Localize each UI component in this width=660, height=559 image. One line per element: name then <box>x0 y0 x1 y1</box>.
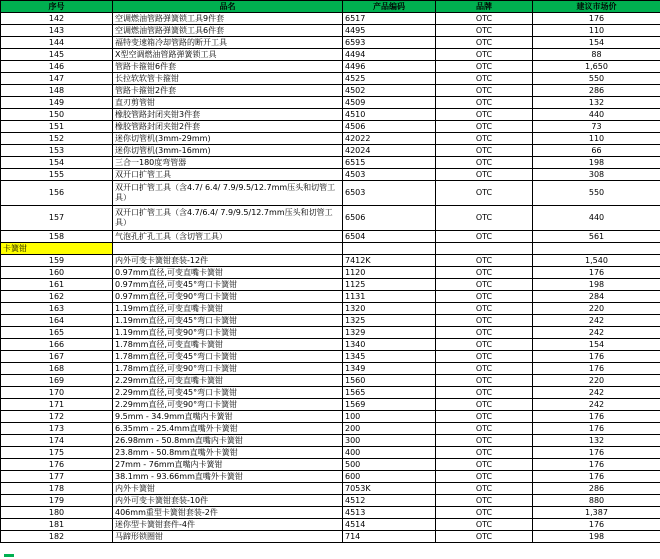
table-row <box>1 423 660 435</box>
cell-no[interactable]: 149 <box>1 97 113 109</box>
cell-no[interactable]: 144 <box>1 37 113 49</box>
header-name[interactable]: 品名 <box>113 1 343 13</box>
cell-brand[interactable]: OTC <box>436 435 533 447</box>
cell-no[interactable]: 163 <box>1 303 113 315</box>
cell-no[interactable]: 161 <box>1 279 113 291</box>
cell-brand[interactable]: OTC <box>436 279 533 291</box>
cell-no[interactable]: 165 <box>1 327 113 339</box>
cell-brand[interactable]: OTC <box>436 423 533 435</box>
cell-brand[interactable]: OTC <box>436 411 533 423</box>
cell-code[interactable]: 1565 <box>343 387 436 399</box>
header-no[interactable]: 序号 <box>1 1 113 13</box>
cell-brand[interactable]: OTC <box>436 387 533 399</box>
cell-name[interactable]: 1.78mm直径,可变90°弯口卡簧钳 <box>113 363 343 375</box>
cell-name[interactable]: 1.78mm直径,可变直嘴卡簧钳 <box>113 339 343 351</box>
rows-block-b <box>1 181 660 231</box>
cell-name[interactable]: 6.35mm - 25.4mm直嘴外卡簧钳 <box>113 423 343 435</box>
table-row <box>1 483 660 495</box>
cell-no[interactable]: 142 <box>1 13 113 25</box>
cell-brand[interactable]: OTC <box>436 169 533 181</box>
cell-name[interactable]: 2.29mm直径,可变直嘴卡簧钳 <box>113 375 343 387</box>
section-label[interactable]: 卡簧钳 <box>1 243 113 255</box>
cell-brand[interactable]: OTC <box>436 531 533 543</box>
cell-name[interactable]: 26.98mm - 50.8mm直嘴内卡簧钳 <box>113 435 343 447</box>
cell-code[interactable]: 1569 <box>343 399 436 411</box>
table-row <box>1 315 660 327</box>
cell-no[interactable]: 179 <box>1 495 113 507</box>
cell-name[interactable]: 406mm重型卡簧钳套装-2件 <box>113 507 343 519</box>
table-row <box>1 206 660 231</box>
cell-code[interactable]: 6593 <box>343 37 436 49</box>
cell-no[interactable]: 148 <box>1 85 113 97</box>
cell-code[interactable]: 300 <box>343 435 436 447</box>
table-row <box>1 435 660 447</box>
cell-name[interactable]: 1.78mm直径,可变45°弯口卡簧钳 <box>113 351 343 363</box>
table-row <box>1 97 660 109</box>
cell-brand[interactable]: OTC <box>436 471 533 483</box>
cell-price[interactable]: 176 <box>533 423 660 435</box>
cell-price[interactable]: 176 <box>533 447 660 459</box>
cell-code[interactable]: 1560 <box>343 375 436 387</box>
cell-name[interactable]: 管路卡箍钳2件套 <box>113 85 343 97</box>
cell-name[interactable]: 2.29mm直径,可变90°弯口卡簧钳 <box>113 399 343 411</box>
cell-name[interactable]: 内外可变卡簧钳套装-12件 <box>113 255 343 267</box>
cell-price[interactable]: 110 <box>533 133 660 145</box>
cell-price[interactable]: 88 <box>533 49 660 61</box>
cell-brand[interactable]: OTC <box>436 339 533 351</box>
table-row <box>1 399 660 411</box>
cell-no[interactable]: 177 <box>1 471 113 483</box>
cell-brand[interactable]: OTC <box>436 109 533 121</box>
rows-block-c <box>1 231 660 243</box>
cell-brand[interactable]: OTC <box>436 61 533 73</box>
table-row <box>1 459 660 471</box>
cell-no[interactable]: 152 <box>1 133 113 145</box>
cell-code[interactable]: 100 <box>343 411 436 423</box>
cell-brand[interactable]: OTC <box>436 315 533 327</box>
cell-code[interactable]: 6503 <box>343 181 436 206</box>
cell-code[interactable]: 1329 <box>343 327 436 339</box>
cell-name[interactable]: 福特变速箱冷却管路的断开工具 <box>113 37 343 49</box>
cell-brand[interactable]: OTC <box>436 25 533 37</box>
table-row <box>1 61 660 73</box>
cell-no[interactable]: 174 <box>1 435 113 447</box>
cell-brand[interactable]: OTC <box>436 37 533 49</box>
cell-name[interactable]: 9.5mm - 34.9mm直嘴内卡簧钳 <box>113 411 343 423</box>
table-row <box>1 49 660 61</box>
cell-price[interactable]: 176 <box>533 459 660 471</box>
cell-price[interactable]: 176 <box>533 267 660 279</box>
cell-code[interactable]: 42022 <box>343 133 436 145</box>
cell-code[interactable]: 4509 <box>343 97 436 109</box>
cell-brand[interactable]: OTC <box>436 255 533 267</box>
cell-price[interactable]: 561 <box>533 231 660 243</box>
section-empty-cell[interactable] <box>436 243 533 255</box>
cell-brand[interactable]: OTC <box>436 399 533 411</box>
cell-price[interactable]: 880 <box>533 495 660 507</box>
sheet-edge-marker <box>4 554 14 557</box>
table-row <box>1 375 660 387</box>
cell-price[interactable]: 176 <box>533 471 660 483</box>
cell-price[interactable]: 176 <box>533 411 660 423</box>
cell-name[interactable]: 双开口扩管工具（含4.7/ 6.4/ 7.9/9.5/12.7mm压头和切管工具） <box>113 181 343 206</box>
cell-no[interactable]: 162 <box>1 291 113 303</box>
cell-code[interactable]: 200 <box>343 423 436 435</box>
table-row <box>1 169 660 181</box>
cell-brand[interactable]: OTC <box>436 133 533 145</box>
table-row <box>1 519 660 531</box>
cell-name[interactable]: 迷你切管机(3mm-29mm) <box>113 133 343 145</box>
cell-no[interactable]: 151 <box>1 121 113 133</box>
cell-brand[interactable]: OTC <box>436 121 533 133</box>
cell-price[interactable]: 198 <box>533 157 660 169</box>
cell-price[interactable]: 440 <box>533 206 660 231</box>
cell-price[interactable]: 154 <box>533 339 660 351</box>
cell-name[interactable]: 管路卡箍钳6件套 <box>113 61 343 73</box>
cell-name[interactable]: X型空调燃油管路弹簧锁工具 <box>113 49 343 61</box>
cell-code[interactable]: 6515 <box>343 157 436 169</box>
cell-price[interactable]: 1,650 <box>533 61 660 73</box>
cell-brand[interactable]: OTC <box>436 327 533 339</box>
cell-no[interactable]: 169 <box>1 375 113 387</box>
cell-price[interactable]: 284 <box>533 291 660 303</box>
cell-name[interactable]: 1.19mm直径,可变45°弯口卡簧钳 <box>113 315 343 327</box>
table-row <box>1 447 660 459</box>
cell-no[interactable]: 158 <box>1 231 113 243</box>
table-row <box>1 267 660 279</box>
cell-name[interactable]: 2.29mm直径,可变45°弯口卡簧钳 <box>113 387 343 399</box>
header-brand[interactable]: 品牌 <box>436 1 533 13</box>
cell-brand[interactable]: OTC <box>436 483 533 495</box>
cell-name[interactable]: 气泡孔扩孔工具（含切管工具） <box>113 231 343 243</box>
table-row <box>1 495 660 507</box>
cell-code[interactable]: 400 <box>343 447 436 459</box>
cell-name[interactable]: 橡胶管路封闭夹钳3件套 <box>113 109 343 121</box>
rows-block-d <box>1 255 660 543</box>
cell-price[interactable]: 176 <box>533 13 660 25</box>
cell-no[interactable]: 170 <box>1 387 113 399</box>
cell-code[interactable]: 4510 <box>343 109 436 121</box>
cell-no[interactable]: 160 <box>1 267 113 279</box>
cell-no[interactable]: 147 <box>1 73 113 85</box>
cell-code[interactable]: 7412K <box>343 255 436 267</box>
cell-name[interactable]: 23.8mm - 50.8mm直嘴外卡簧钳 <box>113 447 343 459</box>
cell-brand[interactable]: OTC <box>436 363 533 375</box>
cell-price[interactable]: 308 <box>533 169 660 181</box>
cell-no[interactable]: 181 <box>1 519 113 531</box>
cell-code[interactable]: 6517 <box>343 13 436 25</box>
cell-code[interactable]: 1345 <box>343 351 436 363</box>
cell-code[interactable]: 500 <box>343 459 436 471</box>
cell-no[interactable]: 145 <box>1 49 113 61</box>
cell-brand[interactable]: OTC <box>436 267 533 279</box>
cell-name[interactable]: 双开口扩管工具 <box>113 169 343 181</box>
cell-name[interactable]: 双开口扩管工具（含4.7/6.4/ 7.9/9.5/12.7mm压头和切管工具） <box>113 206 343 231</box>
cell-brand[interactable]: OTC <box>436 181 533 206</box>
cell-brand[interactable]: OTC <box>436 447 533 459</box>
table-row <box>1 109 660 121</box>
cell-price[interactable]: 154 <box>533 37 660 49</box>
cell-name[interactable]: 空调燃油管路弹簧锁工具6件套 <box>113 25 343 37</box>
cell-price[interactable]: 242 <box>533 315 660 327</box>
cell-brand[interactable]: OTC <box>436 145 533 157</box>
cell-brand[interactable]: OTC <box>436 97 533 109</box>
section-empty-cell[interactable] <box>533 243 660 255</box>
table-row <box>1 255 660 267</box>
cell-no[interactable]: 157 <box>1 206 113 231</box>
cell-price[interactable]: 286 <box>533 85 660 97</box>
cell-price[interactable]: 110 <box>533 25 660 37</box>
cell-price[interactable]: 220 <box>533 303 660 315</box>
table-row <box>1 387 660 399</box>
table-row <box>1 363 660 375</box>
cell-name[interactable]: 0.97mm直径,可变直嘴卡簧钳 <box>113 267 343 279</box>
cell-brand[interactable]: OTC <box>436 157 533 169</box>
cell-no[interactable]: 178 <box>1 483 113 495</box>
cell-no[interactable]: 173 <box>1 423 113 435</box>
cell-brand[interactable]: OTC <box>436 495 533 507</box>
cell-no[interactable]: 146 <box>1 61 113 73</box>
table-row <box>1 121 660 133</box>
cell-name[interactable]: 三合一180度弯管器 <box>113 157 343 169</box>
table-row <box>1 351 660 363</box>
cell-code[interactable]: 42024 <box>343 145 436 157</box>
header-row <box>1 1 660 13</box>
cell-brand[interactable]: OTC <box>436 231 533 243</box>
cell-price[interactable]: 176 <box>533 363 660 375</box>
cell-code[interactable]: 1120 <box>343 267 436 279</box>
cell-no[interactable]: 166 <box>1 339 113 351</box>
cell-price[interactable]: 73 <box>533 121 660 133</box>
cell-name[interactable]: 1.19mm直径,可变90°弯口卡簧钳 <box>113 327 343 339</box>
cell-no[interactable]: 182 <box>1 531 113 543</box>
rows-block-a <box>1 13 660 181</box>
cell-no[interactable]: 167 <box>1 351 113 363</box>
section-row <box>1 243 660 255</box>
cell-no[interactable]: 154 <box>1 157 113 169</box>
table-row <box>1 531 660 543</box>
cell-code[interactable]: 4502 <box>343 85 436 97</box>
cell-brand[interactable]: OTC <box>436 507 533 519</box>
cell-code[interactable]: 1320 <box>343 303 436 315</box>
cell-brand[interactable]: OTC <box>436 351 533 363</box>
cell-code[interactable]: 1349 <box>343 363 436 375</box>
section-empty-cell[interactable] <box>343 243 436 255</box>
cell-name[interactable]: 马蹄形锁圈钳 <box>113 531 343 543</box>
table-row <box>1 85 660 97</box>
cell-name[interactable]: 空调燃油管路弹簧锁工具9件套 <box>113 13 343 25</box>
cell-no[interactable]: 150 <box>1 109 113 121</box>
cell-price[interactable]: 550 <box>533 181 660 206</box>
cell-name[interactable]: 1.19mm直径,可变直嘴卡簧钳 <box>113 303 343 315</box>
table-row <box>1 327 660 339</box>
cell-name[interactable]: 迷你切管机(3mm-16mm) <box>113 145 343 157</box>
cell-name[interactable]: 内外卡簧钳 <box>113 483 343 495</box>
cell-brand[interactable]: OTC <box>436 303 533 315</box>
cell-price[interactable]: 176 <box>533 519 660 531</box>
table-row <box>1 37 660 49</box>
cell-no[interactable]: 164 <box>1 315 113 327</box>
cell-brand[interactable]: OTC <box>436 375 533 387</box>
cell-code[interactable]: 4514 <box>343 519 436 531</box>
table-row <box>1 133 660 145</box>
cell-code[interactable]: 1125 <box>343 279 436 291</box>
cell-brand[interactable]: OTC <box>436 13 533 25</box>
cell-no[interactable]: 156 <box>1 181 113 206</box>
cell-no[interactable]: 175 <box>1 447 113 459</box>
cell-brand[interactable]: OTC <box>436 73 533 85</box>
cell-no[interactable]: 171 <box>1 399 113 411</box>
header-price[interactable]: 建议市场价 <box>533 1 660 13</box>
cell-price[interactable]: 132 <box>533 97 660 109</box>
table-row <box>1 25 660 37</box>
cell-brand[interactable]: OTC <box>436 85 533 97</box>
cell-price[interactable]: 242 <box>533 399 660 411</box>
cell-no[interactable]: 143 <box>1 25 113 37</box>
table-row <box>1 291 660 303</box>
cell-price[interactable]: 66 <box>533 145 660 157</box>
cell-name[interactable]: 直刃剪管钳 <box>113 97 343 109</box>
cell-no[interactable]: 155 <box>1 169 113 181</box>
cell-name[interactable]: 内外可变卡簧钳套装-10件 <box>113 495 343 507</box>
cell-price[interactable]: 242 <box>533 387 660 399</box>
cell-price[interactable]: 440 <box>533 109 660 121</box>
section-block <box>1 243 660 255</box>
cell-brand[interactable]: OTC <box>436 519 533 531</box>
cell-name[interactable]: 27mm - 76mm直嘴内卡簧钳 <box>113 459 343 471</box>
cell-price[interactable]: 550 <box>533 73 660 85</box>
cell-name[interactable]: 0.97mm直径,可变90°弯口卡簧钳 <box>113 291 343 303</box>
cell-no[interactable]: 176 <box>1 459 113 471</box>
cell-code[interactable]: 4512 <box>343 495 436 507</box>
cell-code[interactable]: 4503 <box>343 169 436 181</box>
cell-code[interactable]: 1340 <box>343 339 436 351</box>
cell-price[interactable]: 1,387 <box>533 507 660 519</box>
cell-price[interactable]: 220 <box>533 375 660 387</box>
cell-no[interactable]: 172 <box>1 411 113 423</box>
cell-no[interactable]: 159 <box>1 255 113 267</box>
cell-name[interactable]: 0.97mm直径,可变45°弯口卡簧钳 <box>113 279 343 291</box>
cell-brand[interactable]: OTC <box>436 291 533 303</box>
cell-code[interactable]: 4495 <box>343 25 436 37</box>
cell-no[interactable]: 153 <box>1 145 113 157</box>
cell-price[interactable]: 1,540 <box>533 255 660 267</box>
cell-code[interactable]: 1131 <box>343 291 436 303</box>
cell-code[interactable]: 6506 <box>343 206 436 231</box>
cell-code[interactable]: 6504 <box>343 231 436 243</box>
cell-code[interactable]: 4494 <box>343 49 436 61</box>
table-row <box>1 73 660 85</box>
cell-price[interactable]: 198 <box>533 531 660 543</box>
cell-price[interactable]: 132 <box>533 435 660 447</box>
table-row <box>1 471 660 483</box>
table-row <box>1 13 660 25</box>
table-row <box>1 339 660 351</box>
cell-code[interactable]: 600 <box>343 471 436 483</box>
cell-price[interactable]: 242 <box>533 327 660 339</box>
table-row <box>1 231 660 243</box>
cell-code[interactable]: 7053K <box>343 483 436 495</box>
table-row <box>1 181 660 206</box>
cell-code[interactable]: 4496 <box>343 61 436 73</box>
cell-price[interactable]: 176 <box>533 351 660 363</box>
cell-code[interactable]: 4513 <box>343 507 436 519</box>
cell-code[interactable]: 714 <box>343 531 436 543</box>
cell-code[interactable]: 1325 <box>343 315 436 327</box>
cell-no[interactable]: 180 <box>1 507 113 519</box>
header-code[interactable]: 产品编码 <box>343 1 436 13</box>
cell-code[interactable]: 4506 <box>343 121 436 133</box>
cell-price[interactable]: 286 <box>533 483 660 495</box>
section-empty-cell[interactable] <box>113 243 343 255</box>
cell-brand[interactable]: OTC <box>436 206 533 231</box>
cell-name[interactable]: 橡胶管路封闭夹钳2件套 <box>113 121 343 133</box>
cell-brand[interactable]: OTC <box>436 49 533 61</box>
cell-code[interactable]: 4525 <box>343 73 436 85</box>
table-row <box>1 279 660 291</box>
cell-brand[interactable]: OTC <box>436 459 533 471</box>
table-row <box>1 303 660 315</box>
cell-name[interactable]: 38.1mm - 93.66mm直嘴外卡簧钳 <box>113 471 343 483</box>
table-row <box>1 507 660 519</box>
table-row <box>1 145 660 157</box>
cell-name[interactable]: 长拉软软管卡箍钳 <box>113 73 343 85</box>
cell-price[interactable]: 198 <box>533 279 660 291</box>
table-row <box>1 411 660 423</box>
cell-no[interactable]: 168 <box>1 363 113 375</box>
cell-name[interactable]: 迷你型卡簧钳套件-4件 <box>113 519 343 531</box>
table-row <box>1 157 660 169</box>
